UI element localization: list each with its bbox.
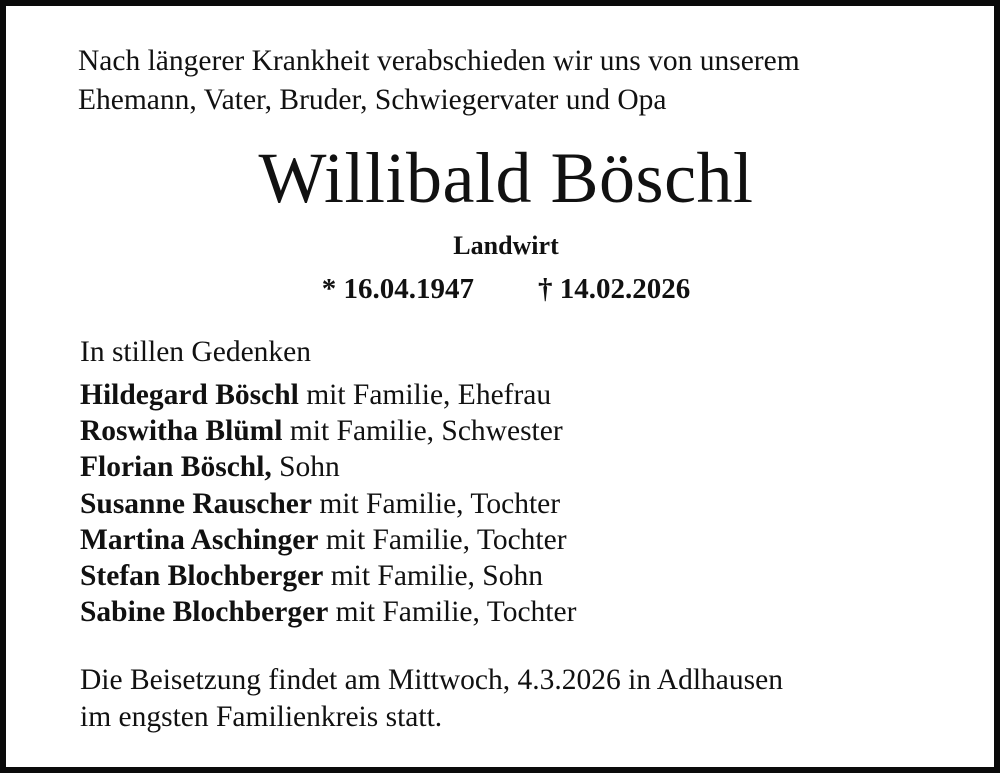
intro-line-1: Nach längerer Krankheit verabschieden wir uns von unserem [78,45,800,77]
life-dates [6,271,1000,307]
mourner-name: Martina Aschinger [80,523,319,556]
mourner-name: Hildegard Böschl [80,379,299,411]
funeral-line-1: Die Beisetzung findet am Mittwoch, 4.3.2026 in Adlhausen [80,664,783,696]
mourner-item [80,522,576,558]
deceased-name: Willibald Böschl [258,138,754,218]
mourner-item [80,486,576,522]
mourner-detail: mit Familie, Tochter [328,596,577,629]
death-date: † 14.02.2026 [538,273,691,305]
mourner-item [80,413,576,449]
funeral-line-2: im engsten Familienkreis statt. [80,701,443,733]
mourner-detail: mit Familie, Schwester [282,415,563,448]
mourner-detail: mit Familie, Ehefrau [298,379,552,411]
mourners-list [80,377,576,630]
mourner-detail: mit Familie, Tochter [311,487,561,520]
memory-line: In stillen Gedenken [80,336,312,368]
mourner-detail: Sohn [271,451,340,484]
mourner-name: Sabine Blochberger [80,596,329,629]
funeral-info [80,662,960,736]
mourner-name: Roswitha Blüml [80,415,283,448]
deceased-occupation: Landwirt [453,231,559,260]
intro-text [78,42,958,120]
mourner-name: Susanne Rauscher [80,487,312,520]
mourner-item [80,594,576,630]
mourner-detail: mit Familie, Sohn [323,560,543,593]
mourner-detail: mit Familie, Tochter [318,523,567,556]
mourner-name: Florian Böschl, [80,451,272,484]
mourner-item [80,449,576,485]
intro-line-2: Ehemann, Vater, Bruder, Schwiegervater und Opa [78,84,667,116]
mourner-item [80,377,576,413]
birth-date: * 16.04.1947 [321,273,474,305]
mourner-item [80,558,576,594]
mourner-name: Stefan Blochberger [80,560,324,593]
